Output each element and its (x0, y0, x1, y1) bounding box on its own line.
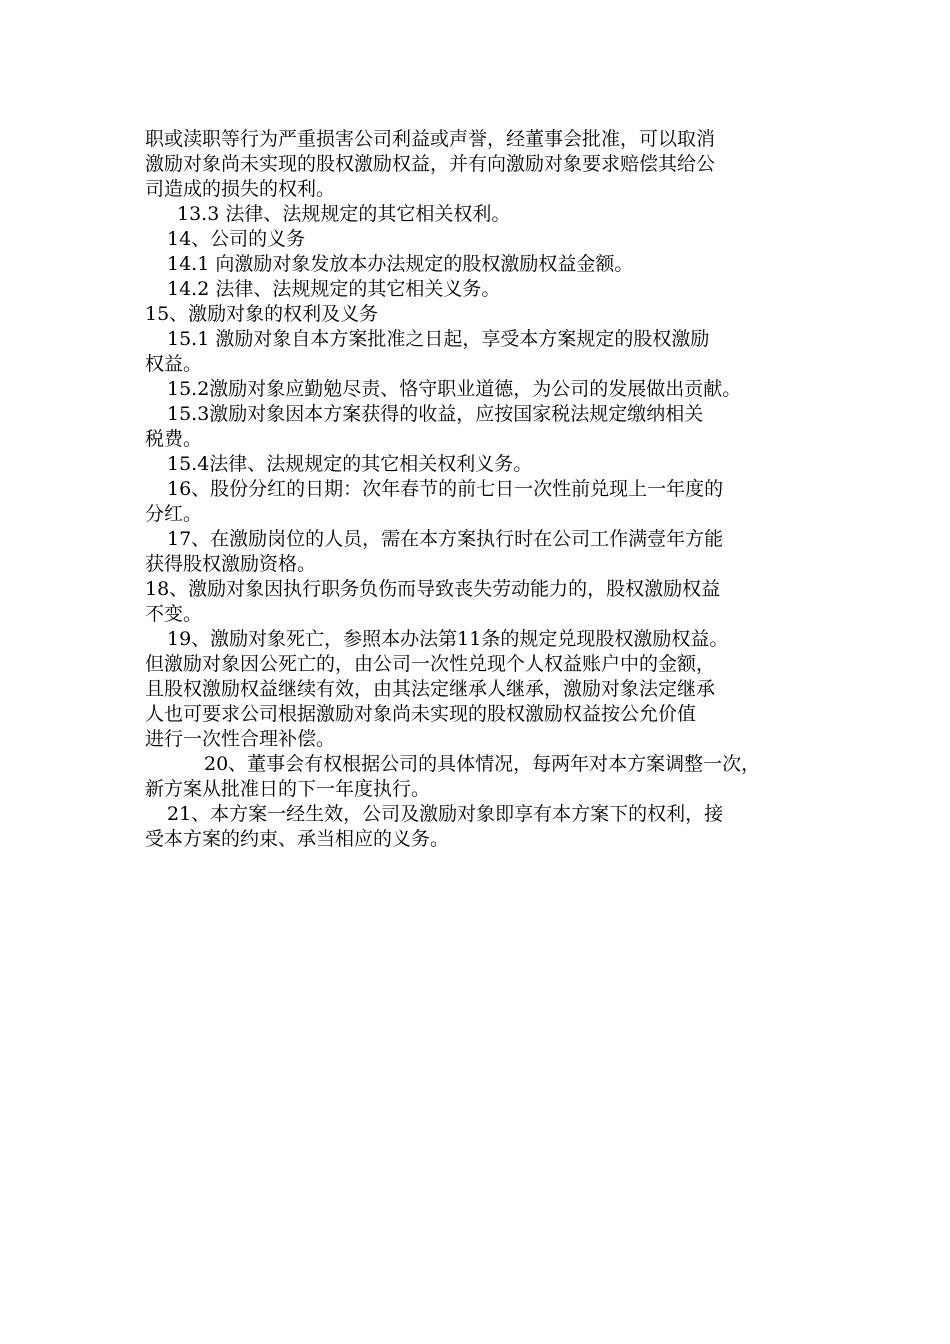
text-line-23: 且股权激励权益继续有效，由其法定继承人继承，激励对象法定继承 (145, 678, 716, 700)
text-line-11: 15.2激励对象应勤勉尽责、恪守职业道德，为公司的发展做出贡献。 (167, 378, 742, 400)
text-line-10: 权益。 (145, 353, 203, 375)
text-line-01: 职或渎职等行为严重损害公司利益或声誉，经董事会批准，可以取消 (145, 128, 716, 150)
text-line-13: 税费。 (145, 428, 203, 450)
text-line-27: 新方案从批准日的下一年度执行。 (145, 778, 431, 800)
text-line-16: 分红。 (145, 503, 203, 525)
text-line-17: 17、在激励岗位的人员，需在本方案执行时在公司工作满壹年方能 (167, 528, 724, 550)
text-line-12: 15.3激励对象因本方案获得的收益，应按国家税法规定缴纳相关 (167, 403, 704, 425)
text-line-18: 获得股权激励资格。 (145, 553, 317, 575)
text-line-21: 19、激励对象死亡，参照本办法第11条的规定兑现股权激励权益。 (167, 628, 729, 650)
text-line-26: 20、董事会有权根据公司的具体情况，每两年对本方案调整一次， (204, 753, 761, 775)
text-line-25: 进行一次性合理补偿。 (145, 728, 336, 750)
text-line-09: 15.1 激励对象自本方案批准之日起，享受本方案规定的股权激励 (167, 328, 710, 350)
text-line-06: 14.1 向激励对象发放本办法规定的股权激励权益金额。 (167, 253, 634, 275)
text-line-07: 14.2 法律、法规规定的其它相关义务。 (167, 278, 501, 300)
text-line-15: 16、股份分红的日期：次年春节的前七日一次性前兑现上一年度的 (167, 478, 724, 500)
text-line-14: 15.4法律、法规规定的其它相关权利义务。 (167, 453, 533, 475)
text-line-08: 15、激励对象的权利及义务 (145, 303, 379, 325)
text-line-22: 但激励对象因公死亡的，由公司一次性兑现个人权益账户中的金额， (145, 653, 716, 675)
text-line-20: 不变。 (145, 603, 203, 625)
text-line-03: 司造成的损失的权利。 (145, 178, 336, 200)
text-line-24: 人也可要求公司根据激励对象尚未实现的股权激励权益按公允价值 (145, 703, 697, 725)
text-line-19: 18、激励对象因执行职务负伤而导致丧失劳动能力的，股权激励权益 (145, 578, 721, 600)
text-line-05: 14、公司的义务 (167, 228, 306, 250)
text-line-28: 21、本方案一经生效，公司及激励对象即享有本方案下的权利，接 (167, 803, 724, 825)
text-line-04: 13.3 法律、法规规定的其它相关权利。 (177, 203, 511, 225)
text-line-02: 激励对象尚未实现的股权激励权益，并有向激励对象要求赔偿其给公 (145, 153, 716, 175)
text-line-29: 受本方案的约束、承当相应的义务。 (145, 828, 450, 850)
